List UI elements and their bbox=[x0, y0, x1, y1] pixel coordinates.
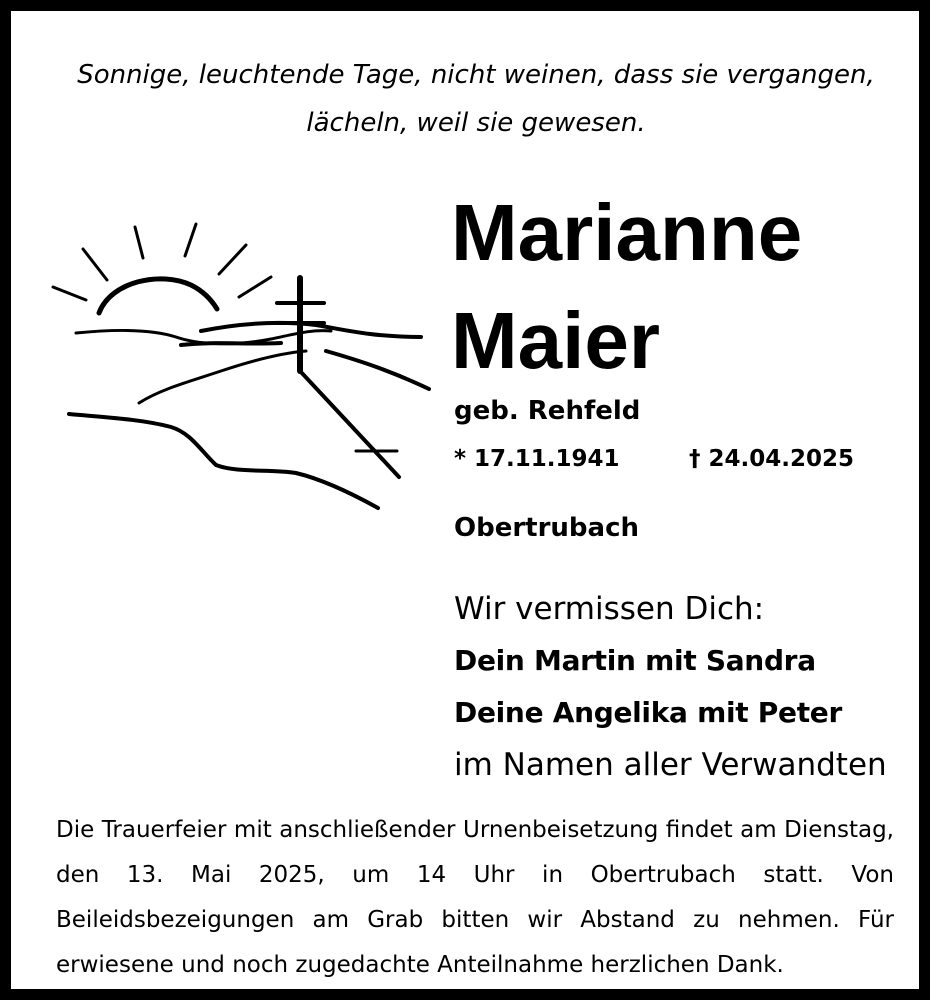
mourners-block bbox=[454, 583, 887, 791]
motto-line-1: Sonnige, leuchtende Tage, nicht weinen, dass sie vergangen, bbox=[77, 60, 875, 90]
birth-date: * 17.11.1941 bbox=[454, 446, 620, 472]
deceased-first-name: Marianne bbox=[451, 188, 803, 277]
deceased-last-name: Maier bbox=[451, 296, 660, 385]
mourners-closing: im Namen aller Verwandten bbox=[454, 747, 887, 783]
motto-line-2: lächeln, weil sie gewesen. bbox=[306, 108, 646, 138]
maiden-name: geb. Rehfeld bbox=[454, 396, 641, 426]
mourner-name: Dein Martin mit Sandra bbox=[454, 644, 816, 677]
mourner-name: Deine Angelika mit Peter bbox=[454, 696, 842, 729]
mourners-intro: Wir vermissen Dich: bbox=[454, 591, 765, 627]
funeral-notice: Die Trauerfeier mit anschließender Urnenbeisetzung findet am Dienstag, den 13. Mai 2025, um 14 Uhr in Obertrubach statt. Von Beileidsbezeigungen am Grab bitten wir Abstand zu nehmen. Für erwiesene und noch zugedachte Anteilnahme herzlichen Dank. bbox=[56, 817, 894, 978]
sunset-hills-cross-icon bbox=[41, 211, 441, 521]
death-date: † 24.04.2025 bbox=[689, 446, 855, 472]
motto-quote bbox=[31, 51, 921, 147]
residence-place: Obertrubach bbox=[454, 513, 640, 543]
